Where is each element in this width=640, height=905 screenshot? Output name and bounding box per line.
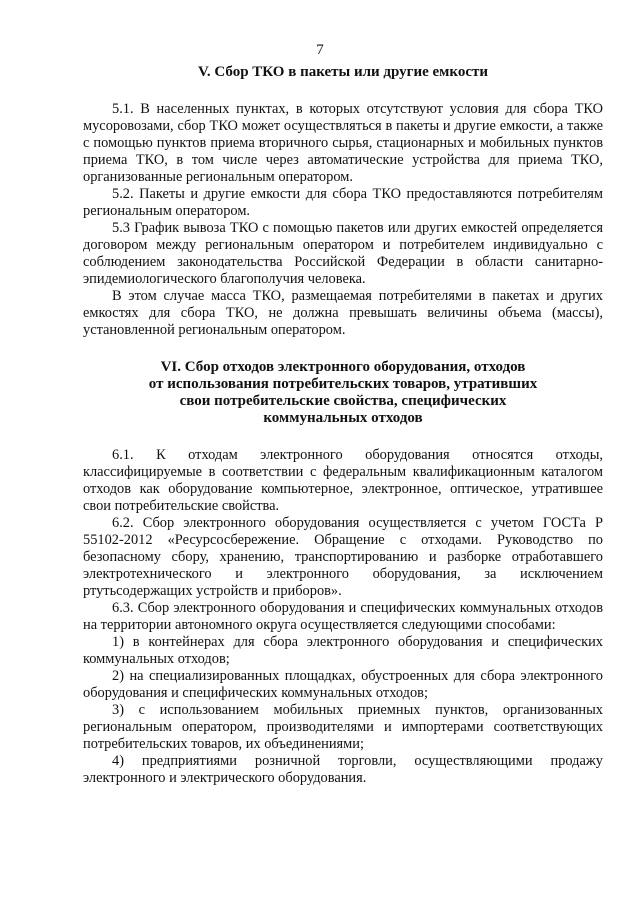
section-6-title-line: свои потребительские свойства, специфических (179, 393, 507, 409)
paragraph-6-1: 6.1. К отходам электронного оборудования относятся отходы, классифицируемые в соответствии с федеральным квалификационным каталогом отходов как оборудование компьютерное, электронное, оптическое, утратившее свои потребительские свойства. (83, 447, 603, 514)
list-item-6-3-3: 3) с использованием мобильных приемных пунктов, организованных региональным оператором, производителями и импортерами соответствующих потребительских товаров, их объединениями; (83, 702, 603, 752)
page-number: 7 (316, 42, 324, 58)
section-6-title-line: от использования потребительских товаров, утративших (148, 376, 538, 392)
section-6-title-line: коммунальных отходов (263, 410, 423, 426)
section-6-title-line: VI. Сбор отходов электронного оборудования, отходов (160, 359, 526, 375)
paragraph-5-2: 5.2. Пакеты и другие емкости для сбора ТКО предоставляются потребителям региональным оператором. (83, 186, 603, 219)
paragraph-5-3: 5.3 График вывоза ТКО с помощью пакетов или других емкостей определяется договором между региональным оператором и потребителем индивидуально с соблюдением законодательства Российской Федерации в области санитарно-эпидемиологического благополучия человека. (83, 220, 603, 287)
section-6-title (83, 359, 603, 427)
document-body (83, 64, 603, 787)
paragraph-5-mass: В этом случае масса ТКО, размещаемая потребителями в пакетах и других емкостях для сбора ТКО, не должна превышать величины объема (массы), установленной региональным оператором. (83, 288, 603, 338)
paragraph-5-1: 5.1. В населенных пунктах, в которых отсутствуют условия для сбора ТКО мусоровозами, сбор ТКО может осуществляться в пакеты и другие емкости, а также с помощью пунктов приема вторичного сырья, стационарных и мобильных пунктов приема ТКО, в том числе через автоматические устройства для приема ТКО, организованные региональным оператором. (83, 101, 603, 185)
list-item-6-3-1: 1) в контейнерах для сбора электронного оборудования и специфических коммунальных отходов; (83, 634, 603, 667)
paragraph-6-3: 6.3. Сбор электронного оборудования и специфических коммунальных отходов на территории автономного округа осуществляется следующими способами: (83, 600, 603, 633)
list-item-6-3-2: 2) на специализированных площадках, обустроенных для сбора электронного оборудования и специфических коммунальных отходов; (83, 668, 603, 701)
paragraph-6-2: 6.2. Сбор электронного оборудования осуществляется с учетом ГОСТа Р 55102-2012 «Ресурсосбережение. Обращение с отходами. Руководство по безопасному сбору, хранению, транспортированию и разборке отработавшего электротехнического и электронного оборудования, за исключением ртутьсодержащих устройств и приборов». (83, 515, 603, 599)
list-item-6-3-4: 4) предприятиями розничной торговли, осуществляющими продажу электронного и электрического оборудования. (83, 753, 603, 786)
section-5-title: V. Сбор ТКО в пакеты или другие емкости (197, 64, 489, 80)
